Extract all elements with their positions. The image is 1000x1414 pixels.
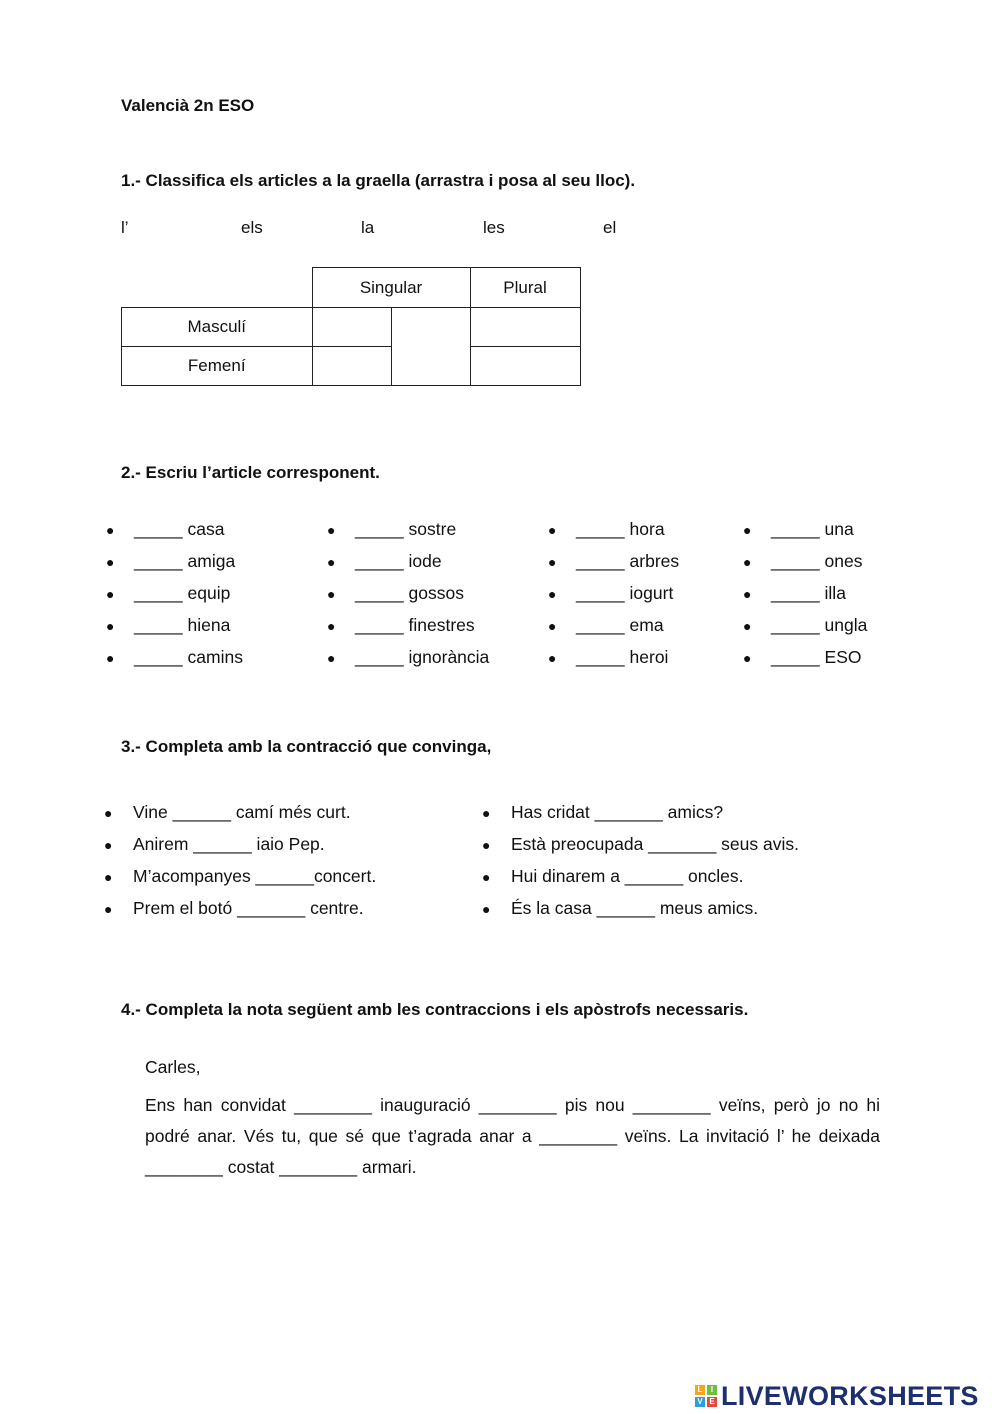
article-item[interactable]: _____ casa (134, 519, 225, 539)
article-item[interactable]: _____ finestres (355, 615, 475, 635)
grid-header-singular: Singular (312, 268, 470, 308)
article-item[interactable]: _____ ema (576, 615, 664, 635)
bullet: ● (743, 618, 752, 634)
contraction-item[interactable]: Vine ______ camí més curt. (133, 802, 351, 822)
section3-heading: 3.- Completa amb la contracció que convinga, (121, 737, 492, 756)
classification-grid (121, 267, 581, 386)
bullet: ● (482, 901, 491, 917)
drop-zone-masc-singular[interactable] (312, 308, 391, 347)
bullet: ● (743, 586, 752, 602)
bullet: ● (482, 805, 491, 821)
article-item[interactable]: _____ ESO (771, 647, 862, 667)
article-option[interactable]: la (361, 218, 375, 237)
article-item[interactable]: _____ heroi (576, 647, 669, 667)
drop-zone-fem-singular[interactable] (312, 347, 391, 386)
article-item[interactable]: _____ illa (771, 583, 846, 603)
drop-zone-masc-plural[interactable] (470, 308, 580, 347)
article-option[interactable]: les (483, 218, 505, 237)
bullet: ● (104, 837, 113, 853)
bullet: ● (106, 554, 115, 570)
bullet: ● (482, 869, 491, 885)
article-item[interactable]: _____ amiga (134, 551, 236, 571)
logo-mark (695, 1385, 717, 1407)
bullet: ● (104, 805, 113, 821)
article-option[interactable]: l’ (121, 218, 129, 237)
article-item[interactable]: _____ ones (771, 551, 863, 571)
bullet: ● (106, 650, 115, 666)
drop-zone-singular-shared[interactable] (391, 308, 470, 386)
note-greeting: Carles, (145, 1057, 201, 1077)
logo-letter: I (707, 1385, 717, 1395)
article-item[interactable]: _____ hiena (134, 615, 231, 635)
contraction-item[interactable]: És la casa ______ meus amics. (511, 898, 759, 918)
contraction-item[interactable]: Anirem ______ iaio Pep. (133, 834, 325, 854)
article-option[interactable]: el (603, 218, 617, 237)
note-paragraph[interactable]: Ens han convidat ________ inauguració ________ pis nou ________ veïns, però jo no hi podré anar. Vés tu, que sé que t’agrada anar a ________ veïns. La invitació l’ he deixada ________ costat ________ armari. (145, 1095, 880, 1177)
article-item[interactable]: _____ gossos (355, 583, 464, 603)
bullet: ● (327, 554, 336, 570)
logo-text: LIVEWORKSHEETS (721, 1380, 979, 1411)
article-option[interactable]: els (241, 218, 263, 237)
grid-row-masculi: Masculí (122, 308, 313, 347)
bullet: ● (104, 869, 113, 885)
article-item[interactable]: _____ ungla (771, 615, 868, 635)
bullet: ● (548, 586, 557, 602)
article-item[interactable]: _____ camins (134, 647, 243, 667)
contraction-item[interactable]: M’acompanyes ______concert. (133, 866, 377, 886)
bullet: ● (548, 522, 557, 538)
liveworksheets-logo (695, 1381, 979, 1411)
contraction-item[interactable]: Hui dinarem a ______ oncles. (511, 866, 744, 886)
article-item[interactable]: _____ sostre (355, 519, 457, 539)
article-item[interactable]: _____ arbres (576, 551, 680, 571)
section1-heading: 1.- Classifica els articles a la graella (arrastra i posa al seu lloc). (121, 171, 636, 190)
section4-heading: 4.- Completa la nota següent amb les contraccions i els apòstrofs necessaris. (121, 1000, 749, 1019)
logo-letter: L (695, 1385, 705, 1395)
bullet: ● (327, 522, 336, 538)
article-item[interactable]: _____ una (771, 519, 854, 539)
bullet: ● (327, 618, 336, 634)
bullet: ● (106, 586, 115, 602)
bullet: ● (743, 522, 752, 538)
contraction-item[interactable]: Està preocupada _______ seus avis. (511, 834, 799, 854)
bullet: ● (104, 901, 113, 917)
logo-letter: V (695, 1397, 705, 1407)
worksheet-title: Valencià 2n ESO (121, 96, 255, 115)
contraction-item[interactable]: Prem el botó _______ centre. (133, 898, 364, 918)
bullet: ● (743, 650, 752, 666)
bullet: ● (743, 554, 752, 570)
bullet: ● (548, 618, 557, 634)
article-item[interactable]: _____ iode (355, 551, 442, 571)
bullet: ● (327, 586, 336, 602)
contraction-item[interactable]: Has cridat _______ amics? (511, 802, 724, 822)
bullet: ● (548, 554, 557, 570)
bullet: ● (106, 618, 115, 634)
bullet: ● (482, 837, 491, 853)
bullet: ● (106, 522, 115, 538)
grid-corner (122, 268, 313, 308)
bullet: ● (327, 650, 336, 666)
bullet: ● (548, 650, 557, 666)
grid-row-femeni: Femení (122, 347, 313, 386)
article-item[interactable]: _____ iogurt (576, 583, 674, 603)
drop-zone-fem-plural[interactable] (470, 347, 580, 386)
article-item[interactable]: _____ hora (576, 519, 665, 539)
article-item[interactable]: _____ ignorància (355, 647, 490, 667)
article-item[interactable]: _____ equip (134, 583, 231, 603)
logo-letter: E (707, 1397, 717, 1407)
grid-header-plural: Plural (470, 268, 580, 308)
section2-heading: 2.- Escriu l’article corresponent. (121, 463, 380, 482)
